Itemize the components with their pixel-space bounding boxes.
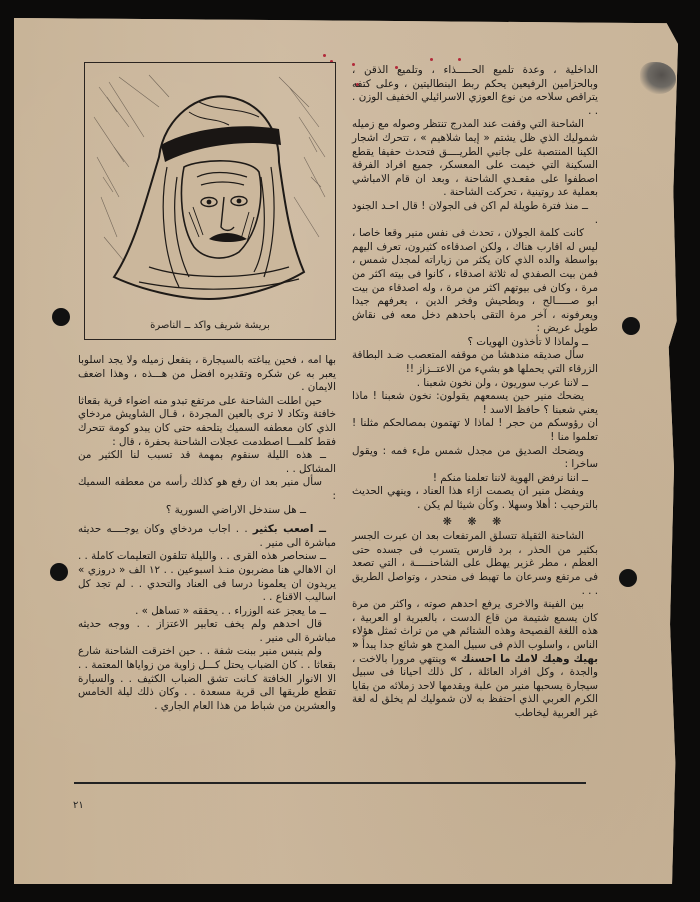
- paragraph: يضحك منير حين يسمعهم يقولون: نخون شعبنا ! ماذا يعني شعبنا ؟ حافظ الاسد !: [352, 390, 598, 416]
- punch-hole-right-bottom: [619, 569, 637, 587]
- text-run: وينتهي مرورا بالاخت ، والجدة ، وكل افراد العائلة ، كل ذلك احيانا فى سبيل سيجارة يسحبها منير من علبة ويقدمها لاحد زملائه من بقايا الكرم العربي الذي احتفظ به لان شموليك لم يخلق له لغة غير العربية ليخاطب: [352, 652, 598, 719]
- dialogue-line: ــ ما يعجز عنه الوزراء . . يحققه « تساهل » .: [135, 604, 326, 617]
- paragraph: بها امه ، فحين يباغته بالسيجارة ، ينفعل زميله ولا يجد اسلوبا يعبر به عن شكره وتقديره افضل من هـــذه ، وهذا اضعف الايمان .: [78, 354, 336, 394]
- dialogue-line: ــ لاننا عرب سوريون ، ولن نخون شعبنا .: [416, 376, 588, 389]
- portrait-illustration: [84, 62, 336, 340]
- red-ink-mark: [323, 54, 326, 57]
- paragraph: ولم ينبس منير ببنت شفة . . حين اخترقت الشاحنة شارع بقعاثا . . كان الضباب يحتل كـــل زاوية من زواياها المعتمة . . الا الانوار الخافتة كـانت تشق الضباب الكثيف . . والسيارة تقطع طريقها الى قرية مسعدة . . وكان ذلك ليلة الخامس والعشرين من شباط من هذا العام الجاري .: [78, 645, 336, 712]
- paragraph: سأل صديقه مندهشا من موقفه المتعصب ضـد البطاقة الزرقاء التي يحملها هو بشيء من الاعتــزاز !!: [352, 349, 598, 376]
- ink-stain: [640, 62, 676, 94]
- red-ink-mark: [430, 58, 433, 61]
- paragraph: ويضحك الصديق من مجدل شمس ملء فمه : ويقول ساخرا :: [352, 444, 598, 471]
- red-ink-mark: [458, 58, 461, 61]
- punch-hole-right-top: [622, 317, 640, 335]
- dialogue-line: ــ هذه الليلة سنقوم بمهمة قد تسبب لنا الكثير من المشاكل . .: [78, 449, 336, 475]
- dialogue-line: ــ اننا نرفض الهوية لاننا تعلمنا منكم !: [432, 471, 588, 484]
- dialogue-line: ــ ولماذا لا تأخذون الهويات ؟: [467, 335, 588, 348]
- paragraph: الشاحنة التي وقفت عند المدرج تنتظر وصوله مع زميله شموليك الذي ظل يشتم « إيما شلاهيم » ، تتحرك اشجار الكينا المنتصبة على جانبي الطريــــق فتحدث حفيفا يقطع السكينة التي خيمت على المعسكر، جميع افراد الفرقة اصطفوا على مقعـدي الشاحنة ، وبعد ان قام الامباشي بعملية عد روتينية ، تحركت الشاحنة .: [352, 118, 598, 199]
- footer-rule: [74, 782, 586, 784]
- paragraph: حين اطلت الشاحنة على مرتفع تبدو منه اضواء قرية بقعاثا خافتة وتكاد لا ترى بالعين المجردة ، قـال الشاويش مردخاي الذي كان معطفه السميك يتلحفه حتى كان يبدو كومة تتحرك فقط كلمـــا اصطدمت عجلات الشاحنة بحفرة ، قال :: [78, 394, 336, 448]
- paragraph: ان رؤوسكم من حجر ! لماذا لا تهتمون بمصالحكم مثلنا ! تعلموا منا !: [352, 417, 598, 444]
- article-column-left: [78, 354, 336, 713]
- page-number: ٢١: [73, 800, 84, 811]
- punch-hole-left-top: [52, 308, 70, 326]
- dialogue-line: ــ هل سندخل الاراضي السورية ؟: [165, 503, 306, 516]
- paragraph: ويفضل منير ان يصمت ازاء هذا العناد ، وينهي الحديث بالترحيب : أهلا وسهلا . وكأن شيئا لم يكن .: [352, 485, 598, 511]
- dialogue-line: [78, 523, 336, 550]
- dialogue-line: ــ سنحاصر هذه القرى . . والليلة تتلقون التعليمات كاملة . . ان الاهالي هنا مضربون منـذ اسبوعين . . ١٢ الف « دروزي » يريدون ان يعلمونا درسا فى العناد والتحدي . . لم تجد كل اساليب الاقناع . .: [78, 550, 336, 604]
- paragraph: سأل منير بعد ان رفع هو كذلك رأسه من معطفه السميك :: [78, 476, 336, 502]
- article-column-right: [352, 64, 598, 721]
- bold-phrase: ــ اصعب بكثير: [252, 523, 326, 536]
- paragraph: [352, 598, 598, 720]
- text-run: بين الفينة والاخرى يرفع احدهم صوته ، واكثر من مرة كان يسمع شتيمة من قاع الدست ، بالعبرية او العربية ، هذه اللغة الفصيحة وهذه الشتائم هي من تراث ثمثل هؤلاء الناس ، واسلوب الذم فى سبيل المدح هو شائع جدا يبدأ: [352, 598, 598, 651]
- paragraph: كانت كلمة الجولان ، تحدث فى نفس منير وقعا خاصا ، ليس له اقارب هناك ، ولكن اصدقاءه كثيرون، تعرف اليهم بواسطة والده الذي كان يكثر من زياراته لمجدل شمس ، فمن بيت الصفدي له ثلاثة اصدقاء ، كانوا فى بيته اكثر من مرة ، وكان فى بيوتهم اكثر من مرة ، وله اصدقاء من بيت ابو صـــــالح ، وبطحيش وفخر الدين ، يعرفهم جيدا ويعرفونه ، آخر مرة التقى باحدهم دخل معه فى نقاش طويل عريض :: [352, 227, 598, 335]
- dialogue-line: ــ منذ فترة طويلة لم اكن فى الجولان ! قال احـد الجنود .: [352, 199, 598, 226]
- portrait-drawing-icon: [89, 67, 331, 307]
- text-run: . . اجاب مردخاي وكان يوجــــه حديثه مباشرة الى منير .: [78, 523, 336, 549]
- paragraph: الداخلية ، وعدة تلميع الحـــــذاء ، وتلميع الذقن ، وبالحزامين الرفيعين يحكم ربط البنطاليتين ، وعلى كتفه يتراقص سلاحه من نوع العوزي الاسرائيلي الخفيف الوزن . . .: [352, 64, 598, 117]
- paragraph: قال احدهم ولم يخف تعابير الاعتزاز . . ووجه حديثه مباشرة الى منير .: [78, 618, 336, 644]
- section-separator: ❋ ❋ ❋: [442, 514, 508, 528]
- illustration-caption: بريشة شريف واكد ــ الناصرة: [150, 320, 270, 331]
- punch-hole-left-bottom: [50, 563, 68, 581]
- bold-quote: « بهيك وهيك لامك ما احسنك »: [352, 638, 598, 665]
- paragraph: الشاحنة الثقيلة تتسلق المرتفعات بعد ان عبرت الجسر بكثير من الحذر ، برد قارس يتسرب فى جسده حتى العظم ، مطر غزير يهطل على الشاحنـــــة ، التي تصعد فى مرتفع وسرعان ما تهبط فى منحدر ، وتواصل الطريق . . .: [352, 530, 598, 597]
